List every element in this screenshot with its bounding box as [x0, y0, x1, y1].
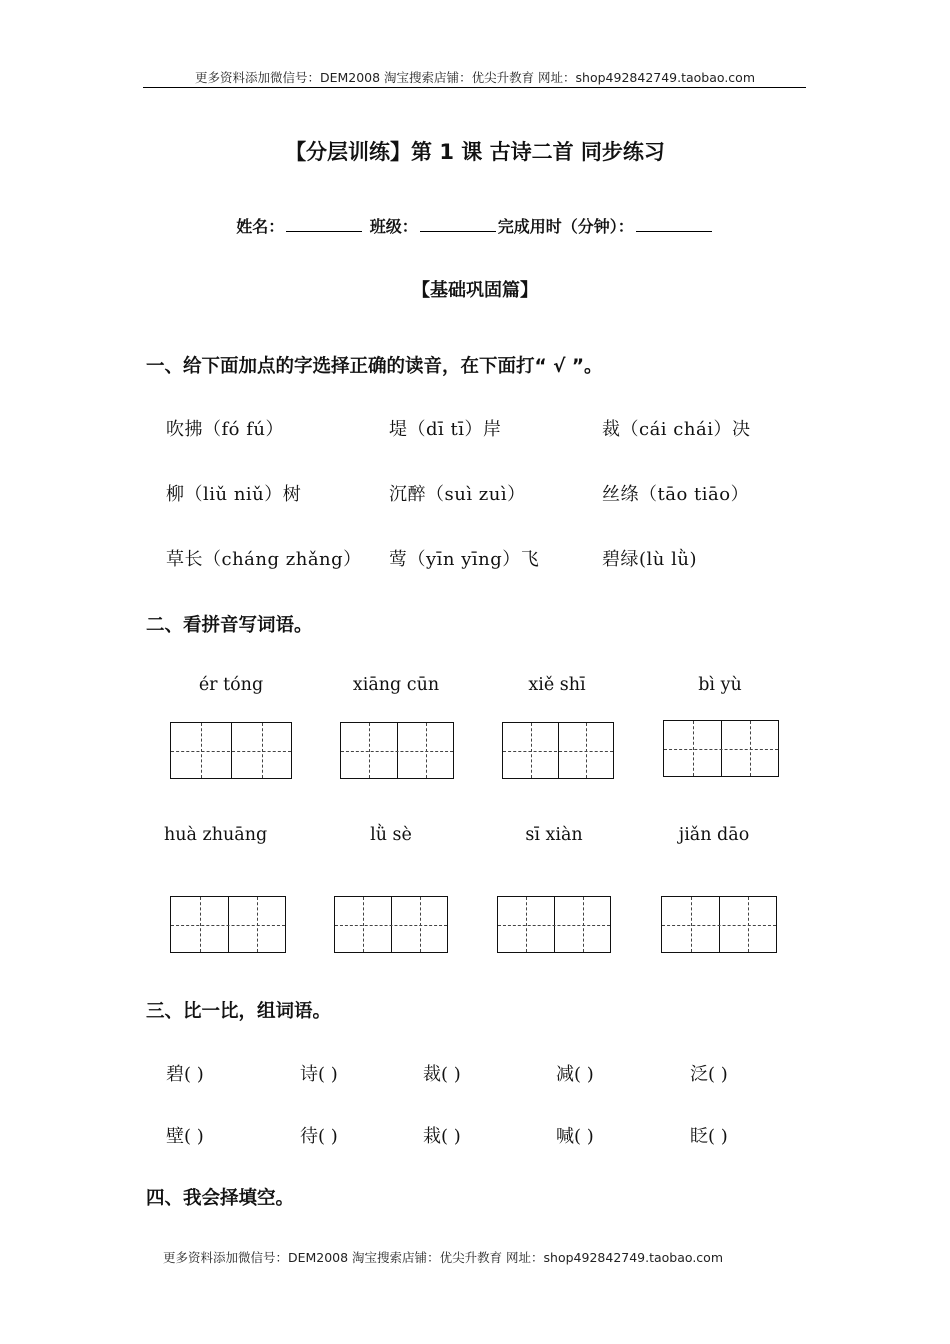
pinyin-label: jiǎn dāo [678, 825, 750, 845]
pron-item[interactable]: 沉醉（suì zuì） [389, 484, 526, 505]
pron-item[interactable]: 吹拂（fó fú） [166, 419, 284, 440]
pron-item[interactable]: 裁（cái chái）决 [602, 419, 751, 440]
page-header: 更多资料添加微信号：DEM2008 淘宝搜索店铺：优尖升教育 网址：shop492842749.taobao.com [194, 70, 756, 85]
pinyin-label: huà zhuāng [164, 825, 268, 845]
class-blank[interactable] [420, 216, 496, 232]
pron-item[interactable]: 柳（liǔ niǔ）树 [166, 484, 302, 505]
name-label: 姓名： [236, 217, 285, 236]
writing-grid[interactable] [497, 896, 611, 953]
pron-item[interactable]: 碧绿(lù lǜ) [602, 549, 697, 570]
compare-item[interactable]: 眨( ) [690, 1126, 728, 1147]
pron-item[interactable]: 丝绦（tāo tiāo） [602, 484, 750, 505]
section-subtitle: 【基础巩固篇】 [412, 280, 538, 301]
writing-grid[interactable] [663, 720, 779, 777]
pinyin-label: sī xiàn [525, 825, 583, 845]
time-label: 完成用时（分钟）： [497, 217, 634, 236]
writing-grid[interactable] [661, 896, 777, 953]
compare-item[interactable]: 泛( ) [690, 1064, 728, 1085]
section-1-heading: 一、给下面加点的字选择正确的读音，在下面打“ √ ”。 [146, 356, 603, 377]
writing-grid[interactable] [340, 722, 454, 779]
pron-item[interactable]: 草长（cháng zhǎng） [166, 549, 362, 570]
class-label: 班级： [369, 217, 418, 236]
section-4-heading: 四、我会择填空。 [146, 1188, 295, 1209]
time-blank[interactable] [636, 216, 712, 232]
pinyin-label: lǜ sè [370, 825, 412, 845]
page-footer: 更多资料添加微信号：DEM2008 淘宝搜索店铺：优尖升教育 网址：shop492842749.taobao.com [162, 1250, 724, 1265]
compare-item[interactable]: 碧( ) [166, 1064, 204, 1085]
section-3-heading: 三、比一比，组词语。 [146, 1001, 332, 1022]
pron-item[interactable]: 堤（dī tī）岸 [389, 419, 502, 440]
writing-grid[interactable] [334, 896, 448, 953]
writing-grid[interactable] [502, 722, 614, 779]
compare-item[interactable]: 诗( ) [300, 1064, 338, 1085]
compare-item[interactable]: 栽( ) [423, 1126, 461, 1147]
section-2-heading: 二、看拼音写词语。 [146, 615, 313, 636]
compare-item[interactable]: 喊( ) [556, 1126, 594, 1147]
pinyin-label: xiě shī [528, 675, 586, 695]
pinyin-label: xiāng cūn [352, 675, 440, 695]
header-divider [143, 87, 806, 88]
compare-item[interactable]: 减( ) [556, 1064, 594, 1085]
compare-item[interactable]: 裁( ) [423, 1064, 461, 1085]
writing-grid[interactable] [170, 722, 292, 779]
page-title: 【分层训练】第 1 课 古诗二首 同步练习 [285, 140, 665, 164]
pinyin-label: ér tóng [198, 675, 264, 695]
compare-item[interactable]: 壁( ) [166, 1126, 204, 1147]
writing-grid[interactable] [170, 896, 286, 953]
name-blank[interactable] [286, 216, 362, 232]
pinyin-label: bì yù [698, 675, 742, 695]
student-info-line [0, 214, 950, 237]
compare-item[interactable]: 待( ) [300, 1126, 338, 1147]
pron-item[interactable]: 莺（yīn yīng）飞 [389, 549, 540, 570]
